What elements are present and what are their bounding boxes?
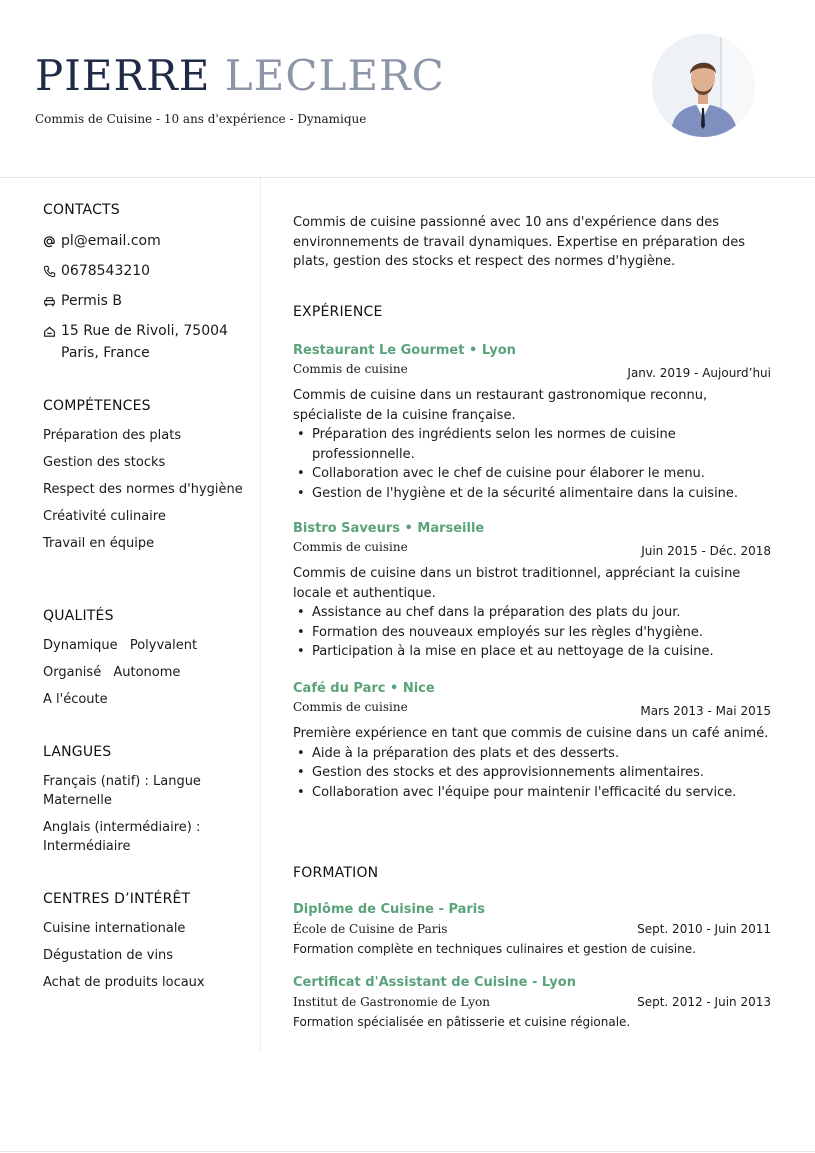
job-meta [293,698,771,718]
sidebar [0,178,261,1051]
interest-item: Dégustation de vins [43,948,174,963]
education-description: Formation spécialisée en pâtisserie et cuisine régionale. [293,1015,631,1029]
skill-item: Créativité culinaire [43,509,166,524]
address-text: 15 Rue de Rivoli, 75004 Paris, France [61,323,228,361]
job-meta [293,360,771,380]
home-icon [43,320,61,342]
education-title: FORMATION [293,865,379,881]
job-bullets [293,425,771,503]
skill-item: Préparation des plats [43,428,182,443]
phone-icon [43,260,61,282]
job-dates: Mars 2013 - Mai 2015 [640,704,771,718]
quality-item: Autonome [113,665,181,680]
education-entry [293,974,771,1031]
job-dates: Juin 2015 - Déc. 2018 [641,544,771,558]
profile-photo [652,34,755,137]
languages-section [43,744,243,864]
job-company: Bistro Saveurs • Marseille [293,521,485,536]
job-bullet: • Formation des nouveaux employés sur les règles d'hygiène. [293,623,771,643]
skills-section [43,398,243,561]
job-description: Commis de cuisine dans un bistrot traditionnel, appréciant la cuisine locale et authentique. [293,566,741,601]
quality-item: A l'écoute [43,692,108,707]
interest-item: Achat de produits locaux [43,975,205,990]
qualities-title: QUALITÉS [43,608,114,624]
job-bullet: • Participation à la mise en place et au nettoyage de la cuisine. [293,642,771,662]
skill-item: Travail en équipe [43,536,155,551]
car-icon [43,290,61,312]
quality-item: Polyvalent [129,638,198,653]
person-portrait-icon [652,34,755,137]
skill-item: Gestion des stocks [43,455,166,470]
job-company: Restaurant Le Gourmet • Lyon [293,343,516,358]
job-entry [293,342,771,503]
interests-section [43,891,243,1000]
email-text[interactable]: pl@email.com [61,233,161,249]
language-item: Français (natif) : Langue Maternelle [43,774,201,808]
job-role: Commis de cuisine [293,362,408,376]
education-entry [293,901,771,958]
job-bullets [293,744,771,803]
footer-divider [0,1151,815,1152]
license-text: Permis B [61,293,122,309]
quality-item: Dynamique [43,638,118,653]
education-meta [293,992,771,1012]
first-name: PIERRE [35,51,211,100]
job-bullet: • Préparation des ingrédients selon les normes de cuisine professionnelle. [293,425,771,464]
education-dates: Sept. 2012 - Juin 2013 [637,995,771,1009]
address-row [43,320,243,364]
skill-item: Respect des normes d'hygiène [43,482,243,497]
job-meta [293,538,771,558]
quality-item: Organisé [43,665,102,680]
education-school: Institut de Gastronomie de Lyon [293,995,490,1009]
job-bullets [293,603,771,662]
interest-item: Cuisine internationale [43,921,186,936]
job-role: Commis de cuisine [293,540,408,554]
job-dates: Janv. 2019 - Aujourd’hui [627,366,771,380]
quality-row [43,663,243,682]
quality-row [43,636,243,655]
job-entry [293,680,771,802]
education-degree: Certificat d'Assistant de Cuisine - Lyon [293,975,576,990]
profile-summary: Commis de cuisine passionné avec 10 ans d'expérience dans des environnements de travail dynamiques. Expertise en préparation des plats, gestion des stocks et respect des normes d'hygiène. [293,215,746,269]
job-description: Commis de cuisine dans un restaurant gastronomique reconnu, spécialiste de la cuisine française. [293,388,708,423]
last-name: LECLERC [224,51,445,100]
education-degree: Diplôme de Cuisine - Paris [293,902,485,917]
education-description: Formation complète en techniques culinaires et gestion de cuisine. [293,942,696,956]
education-meta [293,919,771,939]
job-bullet: • Gestion des stocks et des approvisionnements alimentaires. [293,763,771,783]
job-bullet: • Aide à la préparation des plats et des desserts. [293,744,771,764]
job-bullet: • Gestion de l'hygiène et de la sécurité alimentaire dans la cuisine. [293,484,771,504]
tagline: Commis de Cuisine - 10 ans d'expérience - Dynamique [35,112,367,126]
phone-text[interactable]: 0678543210 [61,263,151,279]
education-dates: Sept. 2010 - Juin 2011 [637,922,771,936]
quality-row [43,690,243,709]
resume-header [0,0,815,178]
education-school: École de Cuisine de Paris [293,922,448,936]
experience-title: EXPÉRIENCE [293,304,383,320]
email-row [43,230,243,252]
qualities-section [43,608,243,717]
candidate-name [35,50,445,102]
job-description: Première expérience en tant que commis de cuisine dans un café animé. [293,726,769,741]
job-entry [293,520,771,662]
contacts-section [43,202,243,372]
license-row [43,290,243,312]
skills-title: COMPÉTENCES [43,398,151,414]
job-bullet: • Assistance au chef dans la préparation des plats du jour. [293,603,771,623]
job-bullet: • Collaboration avec le chef de cuisine pour élaborer le menu. [293,464,771,484]
job-bullet: • Collaboration avec l'équipe pour maintenir l'efficacité du service. [293,783,771,803]
interests-title: CENTRES D’INTÉRÊT [43,891,191,907]
language-item: Anglais (intermédiaire) : Intermédiaire [43,820,201,854]
languages-title: LANGUES [43,744,112,760]
phone-row [43,260,243,282]
job-company: Café du Parc • Nice [293,681,435,696]
at-sign-icon [43,230,61,252]
job-role: Commis de cuisine [293,700,408,714]
contacts-title: CONTACTS [43,202,120,218]
